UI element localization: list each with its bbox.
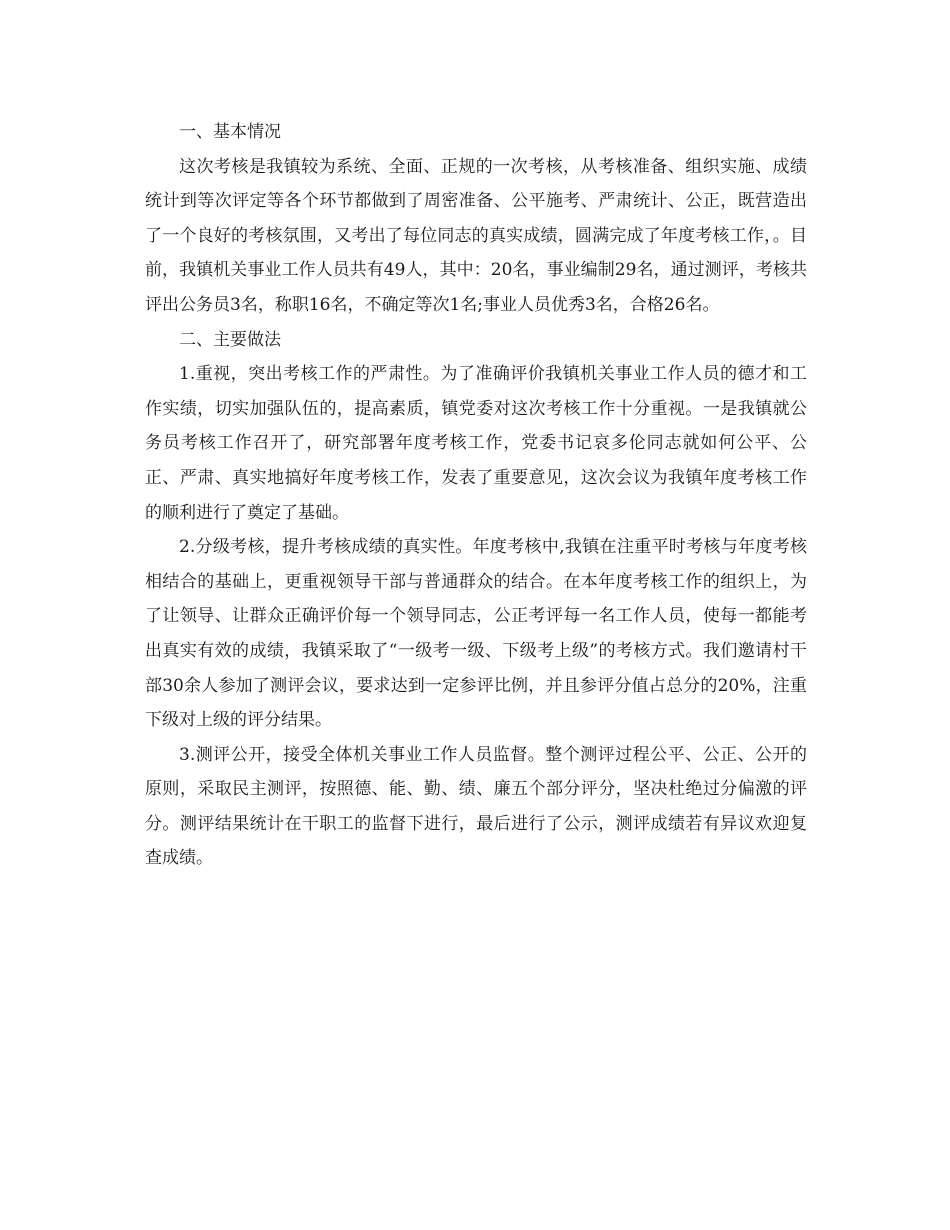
paragraph-practice-3: 3.测评公开，接受全体机关事业工作人员监督。整个测评过程公平、公正、公开的原则，采取民主测评，按照德、能、勤、绩、廉五个部分评分，坚决杜绝过分偏激的评分。测评结果统计在干职工的监督下进行，最后进行了公示，测评成绩若有异议欢迎复查成绩。	[145, 744, 807, 869]
section-heading-main-practices: 二、主要做法	[179, 329, 281, 350]
paragraph-practice-2: 2.分级考核，提升考核成绩的真实性。年度考核中,我镇在注重平时考核与年度考核相结合的基础上，更重视领导干部与普通群众的结合。在本年度考核工作的组织上，为了让领导、让群众正确评价每一个领导同志，公正考评每一名工作人员，使每一都能考出真实有效的成绩，我镇采取了“一级考一级、下级考上级”的考核方式。我们邀请村干部30余人参加了测评会议，要求达到一定参评比例，并且参评分值占总分的20%，注重下级对上级的评分结果。	[145, 537, 807, 731]
document-body	[145, 115, 807, 876]
paragraph-practice-1: 1.重视，突出考核工作的严肃性。为了准确评价我镇机关事业工作人员的德才和工作实绩，切实加强队伍的，提高素质，镇党委对这次考核工作十分重视。一是我镇就公务员考核工作召开了，研究部署年度考核工作，党委书记哀多伦同志就如何公平、公正、严肃、真实地搞好年度考核工作，发表了重要意见，这次会议为我镇年度考核工作的顺利进行了奠定了基础。	[145, 364, 807, 523]
section-heading-basic-situation: 一、基本情况	[179, 122, 281, 142]
paragraph-basic-situation: 这次考核是我镇较为系统、全面、正规的一次考核，从考核准备、组织实施、成绩统计到等次评定等各个环节都做到了周密准备、公平施考、严肃统计、公正，既营造出了一个良好的考核氛围，又考出了每位同志的真实成绩，圆满完成了年度考核工作，。目前，我镇机关事业工作人员共有49人，其中：20名，事业编制29名，通过测评，考核共评出公务员3名，称职16名，不确定等次1名;事业人员优秀3名，合格26名。	[145, 156, 807, 315]
